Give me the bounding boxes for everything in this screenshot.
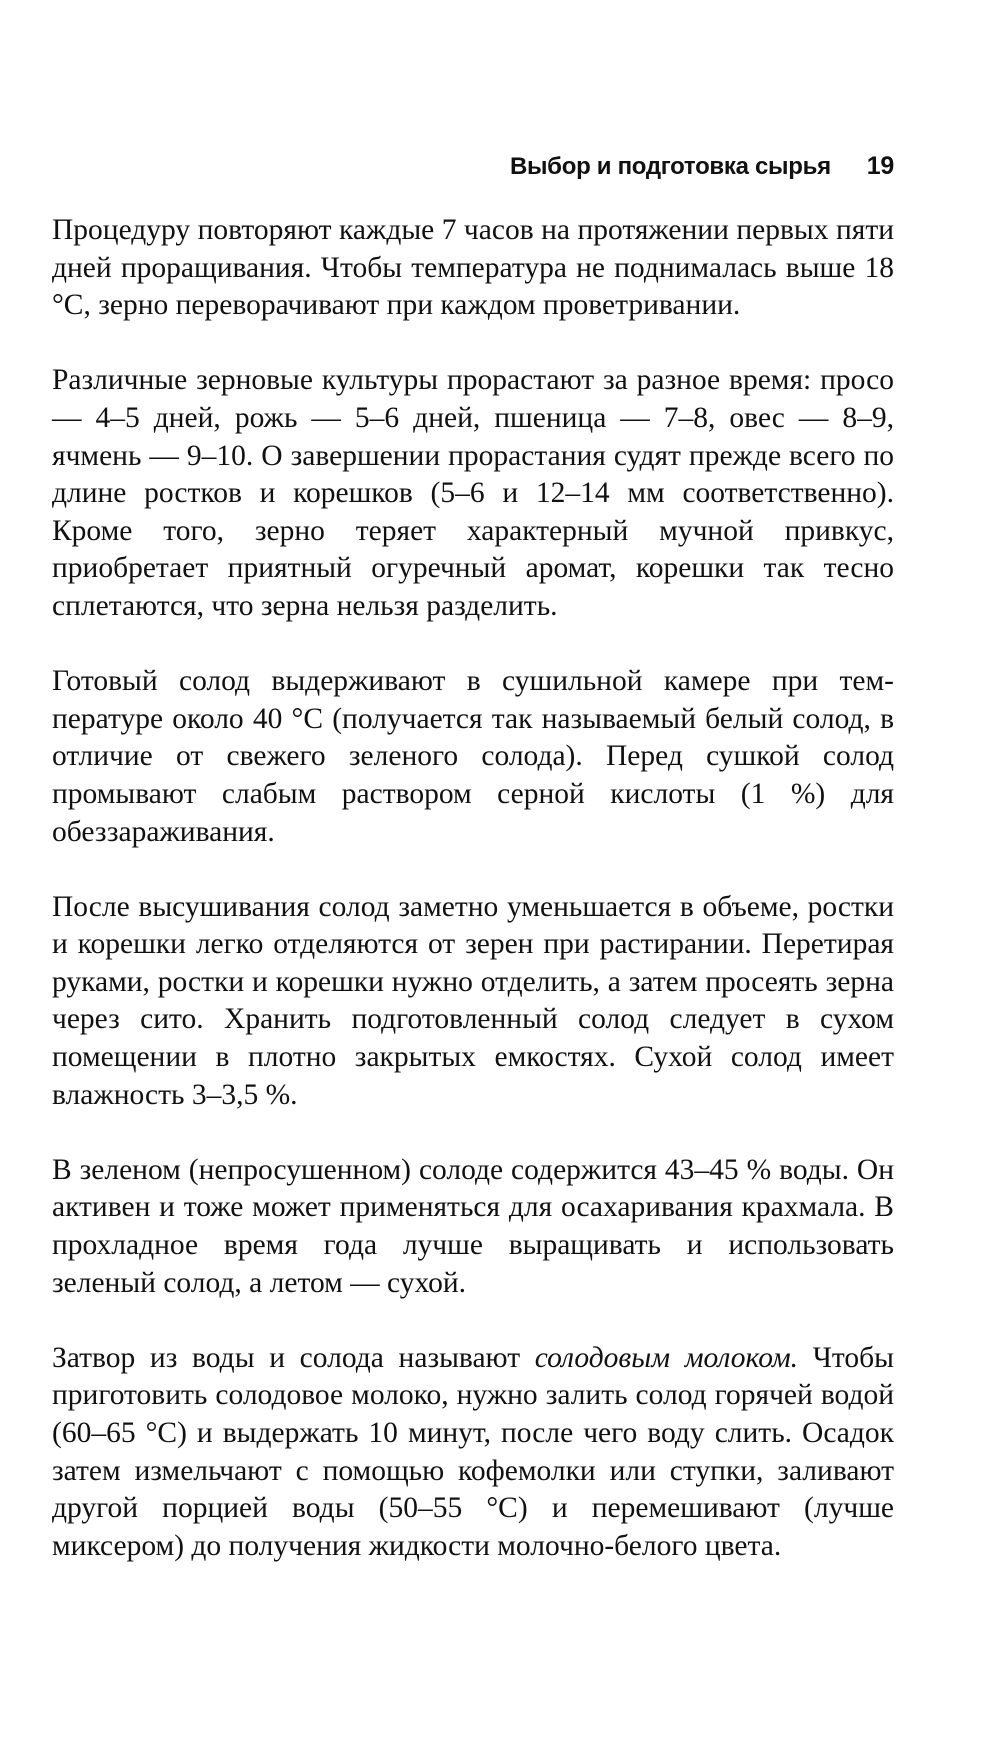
page-number: 19: [866, 152, 894, 180]
paragraph-6: [52, 1340, 894, 1566]
paragraph-1: Процедуру повторяют каждые 7 часов на протяжении первых пяти дней проращивания. Чтобы температура не поднималась выше 18 °С, зерно переворачивают при каждом проветривании.: [52, 214, 894, 322]
paragraph-3: Готовый солод выдерживают в сушильной камере при температуре около 40 °С (получается так называемый белый солод, в отличие от свежего зеленого солода). Перед сушкой солод промывают слабым раствором серной кислоты (1 %) для обеззараживания.: [52, 665, 894, 848]
paragraph-5: В зеленом (непросушенном) солоде содержится 43–45 % воды. Он активен и тоже может применяться для осахаривания крахмала. В прохладное время года лучше выращивать и использовать зеленый солод, а летом — сухой.: [52, 1153, 894, 1299]
chapter-title: Выбор и подготовка сырья: [509, 153, 831, 180]
paragraph-6-lead: Затвор из воды и солода называют: [52, 1341, 535, 1374]
paragraph-4: После высушивания солод заметно уменьшается в объеме, ростки и корешки легко отделяются от зерен при растирании. Перетирая руками, ростки и корешки нужно отделить, а затем просеять зерна через сито. Хранить подготовленный солод следует в сухом помещении в плотно закрытых емкостях. Сухой солод имеет влажность 3–3,5 %.: [52, 890, 894, 1111]
paragraph-2: Различные зерновые культуры прорастают за разное время: просо — 4–5 дней, рожь — 5–6 дней, пшеница — 7–8, овес — 8–9, ячмень — 9–10. О завершении прорастания судят прежде всего по длине ростков и корешков (5–6 и 12–14 мм соответственно). Кроме того, зерно теряет характерный мучной привкус, приобретает приятный огуречный аромат, корешки так тесно сплетаются, что зерна нельзя разделить.: [52, 364, 894, 622]
body-text: [52, 212, 894, 1565]
running-header: [52, 152, 894, 181]
term-malt-milk: солодовым молоком.: [534, 1341, 799, 1374]
paragraph-6-rest: Чтобы приготовить солодовое молоко, нужно залить солод горячей водой (60–65 °С) и выдержать 10 минут, после чего воду слить. Осадок затем измельчают с помощью кофемолки или ступки, заливают другой порцией воды (50–55 °С) и перемешивают (лучше миксером) до получения жидкости молочно-белого цвета.: [52, 1341, 894, 1562]
